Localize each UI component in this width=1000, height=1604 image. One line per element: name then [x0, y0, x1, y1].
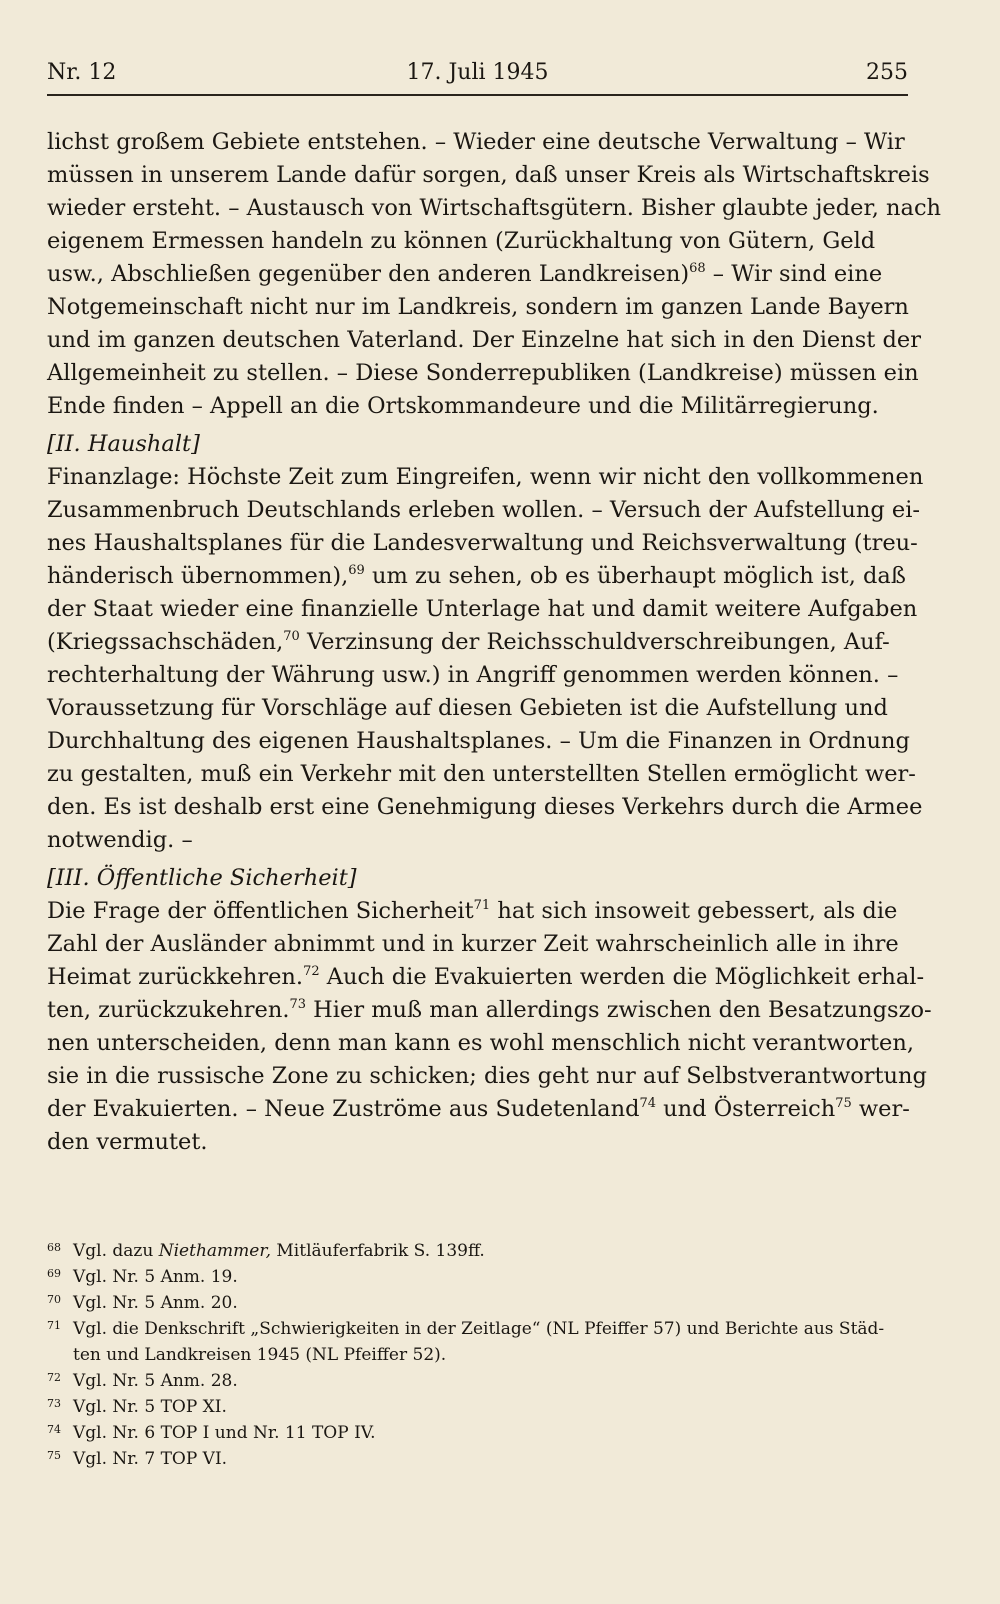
text-line: nes Haushaltsplanes für die Landesverwaltung und Reichsverwaltung (treu-: [47, 530, 918, 556]
text-line: ten, zurückzukehren.$^{73}$ Hier muß man allerdings zwischen den Besatzungszo-: [47, 997, 932, 1023]
text-line: usw., Abschließen gegenüber den anderen Landkreisen)$^{68}$ – Wir sind eine: [47, 261, 883, 287]
text-line: der Evakuierten. – Neue Zuströme aus Sudetenland$^{74}$ und Österreich$^{75}$ wer-: [47, 1096, 910, 1122]
footnote-number: 70: [47, 1293, 61, 1306]
text-line: nen unterscheiden, denn man kann es wohl menschlich nicht verantworten,: [47, 1030, 914, 1056]
text-line: rechterhaltung der Währung usw.) in Angriff genommen werden können. –: [47, 662, 899, 688]
text-line: Zahl der Ausländer abnimmt und in kurzer Zeit wahrscheinlich alle in ihre: [47, 931, 899, 957]
footnote-ref-70[interactable]: 70: [283, 629, 300, 644]
footnote-ref-72[interactable]: 72: [303, 964, 320, 979]
footnote-number: 69: [47, 1267, 61, 1280]
text-line: notwendig. –: [47, 827, 193, 853]
author-name: Niethammer,: [158, 1241, 271, 1261]
main-text: [47, 126, 942, 1159]
footnote-75: 75 Vgl. Nr. 7 TOP VI.: [47, 1446, 908, 1472]
text-line: den vermutet.: [47, 1129, 208, 1155]
footnote-68: 68 Vgl. dazu Niethammer, Mitläuferfabrik S. 139ff.: [47, 1238, 908, 1264]
footnote-ref-75[interactable]: 75: [835, 1096, 852, 1111]
footnote-72: 72 Vgl. Nr. 5 Anm. 28.: [47, 1368, 908, 1394]
text-line: Heimat zurückkehren.$^{72}$ Auch die Evakuierten werden die Möglichkeit erhal-: [47, 964, 925, 990]
footnote-69: 69 Vgl. Nr. 5 Anm. 19.: [47, 1264, 908, 1290]
footnote-number: 74: [47, 1423, 61, 1436]
footnote-number: 75: [47, 1449, 61, 1462]
text-line: Durchhaltung des eigenen Haushaltsplanes. – Um die Finanzen in Ordnung: [47, 728, 910, 754]
text-line: sie in die russische Zone zu schicken; dies geht nur auf Selbstverantwortung: [47, 1063, 927, 1089]
footnote-74: 74 Vgl. Nr. 6 TOP I und Nr. 11 TOP IV.: [47, 1420, 908, 1446]
text-line: Notgemeinschaft nicht nur im Landkreis, sondern im ganzen Lande Bayern: [47, 294, 909, 320]
text-line: den. Es ist deshalb erst eine Genehmigung dieses Verkehrs durch die Armee: [47, 794, 923, 820]
footnote-number: 72: [47, 1371, 61, 1384]
section-heading-sicherheit: [III. Öffentliche Sicherheit]: [47, 865, 357, 891]
text-line: Allgemeinheit zu stellen. – Diese Sonderrepubliken (Landkreise) müssen ein: [47, 360, 919, 386]
running-head: [47, 56, 908, 96]
footnote-70: 70 Vgl. Nr. 5 Anm. 20.: [47, 1290, 908, 1316]
text-line: Die Frage der öffentlichen Sicherheit$^{71}$ hat sich insoweit gebessert, als die: [47, 898, 898, 924]
text-line: Finanzlage: Höchste Zeit zum Eingreifen, wenn wir nicht den vollkommenen: [47, 464, 924, 490]
text-line: (Kriegssachschäden,$^{70}$ Verzinsung der Reichsschuldverschreibungen, Auf-: [47, 629, 890, 655]
footnote-71: 71 Vgl. die Denkschrift „Schwierigkeiten in der Zeitlage“ (NL Pfeiffer 57) und Berichte aus Städ- ten und Landkreisen 1945 (NL Pfeiffer 52).: [47, 1316, 908, 1368]
footnote-ref-73[interactable]: 73: [289, 997, 307, 1012]
text-line: zu gestalten, muß ein Verkehr mit den unterstellten Stellen ermöglicht wer-: [47, 761, 916, 787]
footnote-number: 71: [47, 1319, 61, 1332]
text-line: und im ganzen deutschen Vaterland. Der Einzelne hat sich in den Dienst der: [47, 327, 921, 353]
footnote-number: 68: [47, 1241, 61, 1254]
section-heading-haushalt: [II. Haushalt]: [47, 431, 200, 457]
text-line: Zusammenbruch Deutschlands erleben wollen. – Versuch der Aufstellung ei-: [47, 497, 921, 523]
text-line: händerisch übernommen),$^{69}$ um zu sehen, ob es überhaupt möglich ist, daß: [47, 563, 906, 589]
footnote-ref-68[interactable]: 68: [689, 261, 706, 276]
text-line: Ende finden – Appell an die Ortskommandeure und die Militärregierung.: [47, 393, 879, 419]
footnote-number: 73: [47, 1397, 61, 1410]
text-line: müssen in unserem Lande dafür sorgen, daß unser Kreis als Wirtschaftskreis: [47, 162, 930, 188]
text-line: eigenem Ermessen handeln zu können (Zurückhaltung von Gütern, Geld: [47, 228, 876, 254]
text-line: Voraussetzung für Vorschläge auf diesen Gebieten ist die Aufstellung und: [47, 695, 888, 721]
footnotes: [47, 1238, 908, 1472]
page-number: 255: [866, 60, 908, 85]
issue-number: Nr. 12: [47, 60, 117, 85]
text-line: lichst großem Gebiete entstehen. – Wieder eine deutsche Verwaltung – Wir: [47, 129, 905, 155]
header-date: 17. Juli 1945: [406, 60, 549, 85]
text-line: wieder ersteht. – Austausch von Wirtschaftsgütern. Bisher glaubte jeder, nach: [47, 195, 942, 221]
footnote-73: 73 Vgl. Nr. 5 TOP XI.: [47, 1394, 908, 1420]
footnote-ref-71[interactable]: 71: [473, 898, 491, 913]
footnote-ref-69[interactable]: 69: [348, 563, 365, 578]
text-line: der Staat wieder eine finanzielle Unterlage hat und damit weitere Aufgaben: [47, 596, 918, 622]
footnote-ref-74[interactable]: 74: [639, 1096, 657, 1111]
